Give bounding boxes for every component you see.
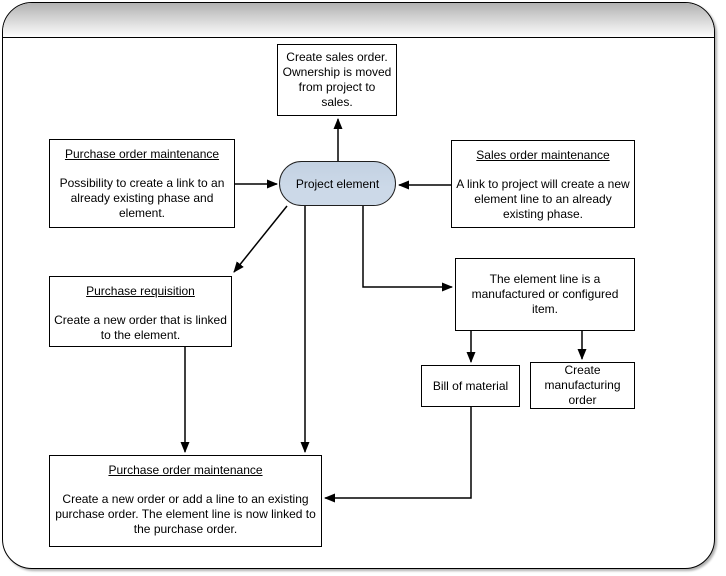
node-project-element	[279, 161, 396, 206]
node-purchase-order-maintenance-bottom-text: Create a new order or add a line to an existing purchase order. The element line is now linked to the purchase order.	[55, 492, 316, 536]
node-create-sales-order-text: Create sales order. Ownership is moved from project to sales.	[282, 50, 392, 109]
node-create-sales-order	[277, 44, 397, 116]
node-sales-order-maintenance-text: A link to project will create a new element line to an already existing phase.	[456, 177, 630, 221]
node-sales-order-maintenance	[451, 140, 635, 228]
node-element-line-text: The element line is a manufactured or configured item.	[471, 272, 619, 316]
node-purchase-order-maintenance-bottom	[49, 455, 322, 547]
node-bill-of-material-text: Bill of material	[432, 378, 509, 393]
node-purchase-order-maintenance-top	[49, 139, 235, 228]
node-bill-of-material	[421, 365, 520, 407]
node-create-manufacturing-order-text: Create manufacturing order	[544, 363, 621, 407]
node-purchase-requisition	[49, 276, 232, 347]
node-purchase-order-maintenance-top-title: Purchase order maintenance	[64, 147, 220, 161]
node-purchase-order-maintenance-bottom-title: Purchase order maintenance	[108, 463, 263, 477]
node-purchase-requisition-text: Create a new order that is linked to the element.	[54, 313, 227, 342]
node-element-line	[455, 258, 635, 331]
node-create-manufacturing-order	[530, 362, 635, 409]
frame-header-band	[3, 3, 714, 38]
node-purchase-requisition-title: Purchase requisition	[86, 284, 195, 298]
node-purchase-order-maintenance-top-text: Possibility to create a link to an already existing phase and element.	[59, 176, 225, 220]
node-project-element-label: Project element	[295, 176, 380, 191]
node-sales-order-maintenance-title: Sales order maintenance	[476, 148, 610, 162]
